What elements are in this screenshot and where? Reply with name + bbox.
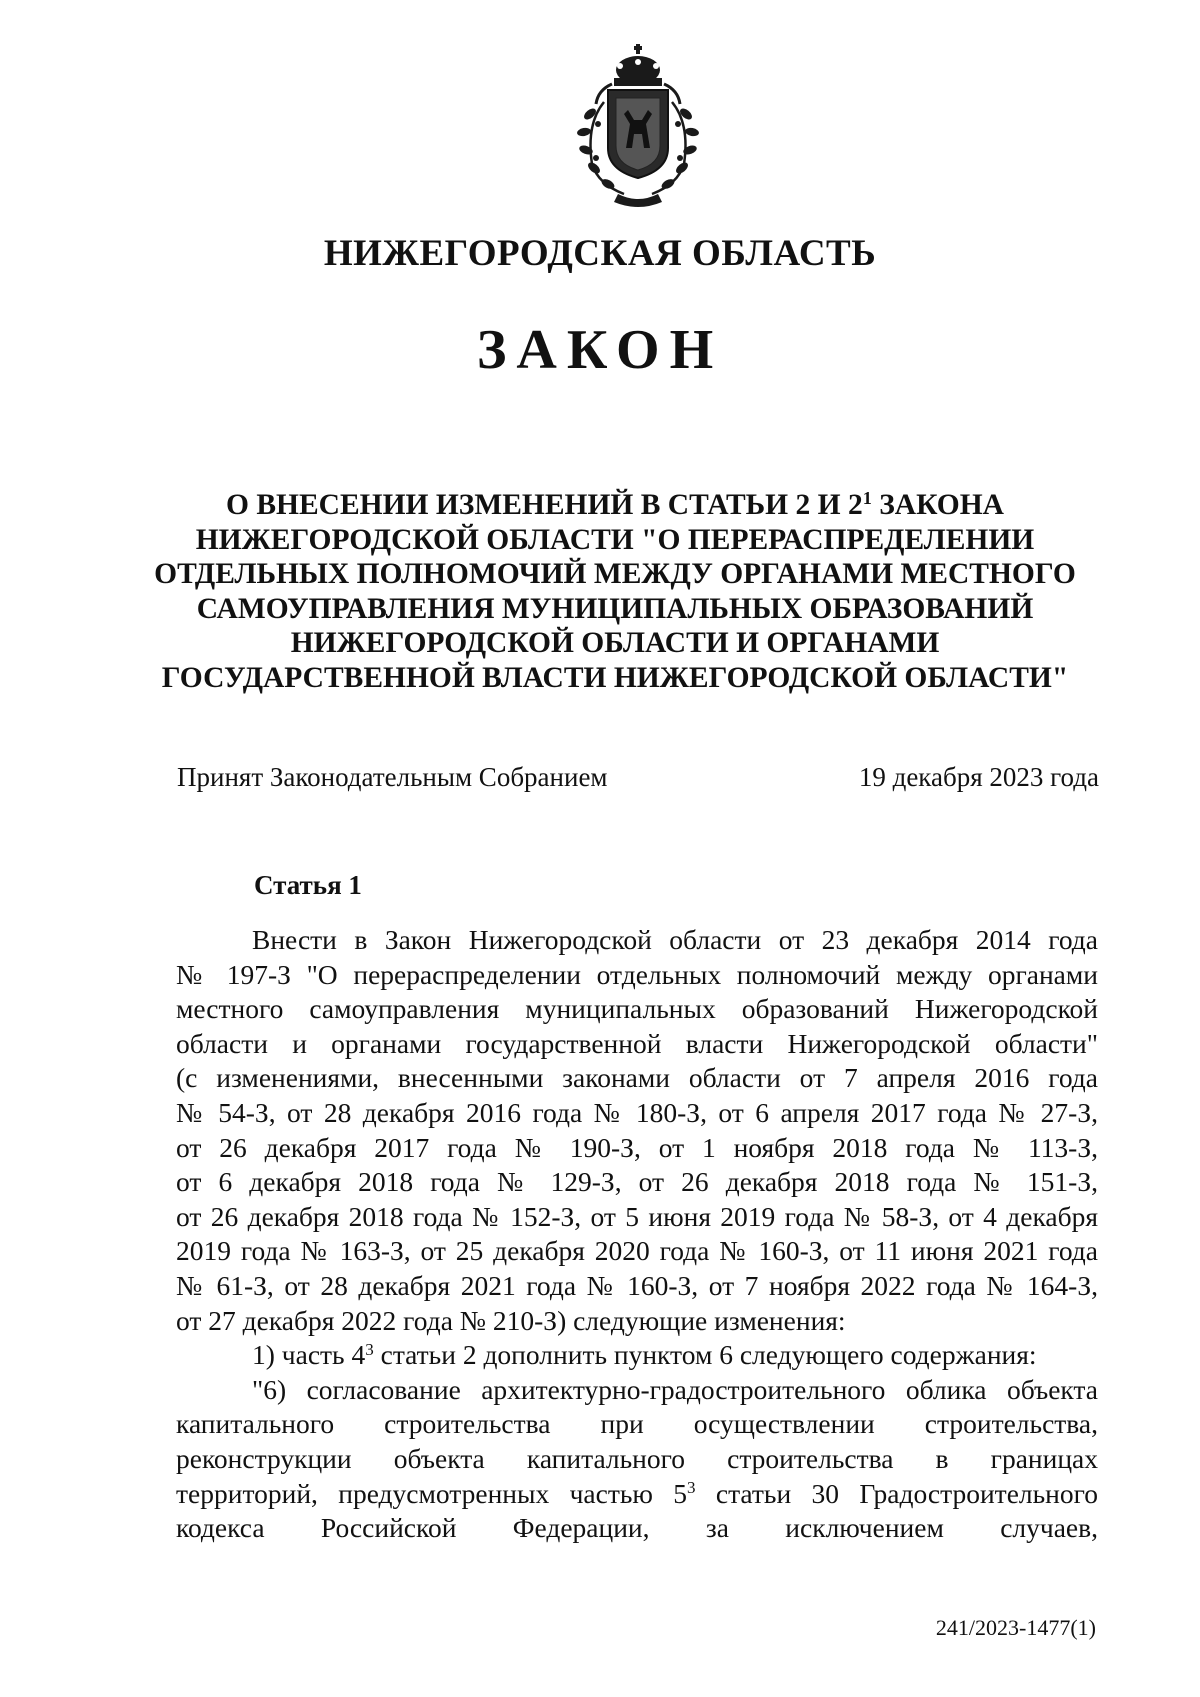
adoption-line xyxy=(177,762,1099,793)
body-line: от 6 декабря 2018 года № 129-З, от 26 декабря 2018 года № 151-З, xyxy=(176,1166,1098,1198)
body-line: № 61-З, от 28 декабря 2021 года № 160-З, от 7 ноября 2022 года № 164-З, xyxy=(176,1269,1098,1301)
title-superscript: 1 xyxy=(862,487,872,508)
body-line: от 26 декабря 2018 года № 152-З, от 5 июня 2019 года № 58-З, от 4 декабря xyxy=(176,1200,1098,1232)
item-text: 1) часть 4 xyxy=(252,1339,366,1371)
quote-text: статьи 30 Градостроительного xyxy=(695,1477,1098,1509)
law-title xyxy=(150,488,1080,695)
title-line: НИЖЕГОРОДСКОЙ ОБЛАСТИ "О ПЕРЕРАСПРЕДЕЛЕНИИ xyxy=(195,523,1035,556)
title-line: ОТДЕЛЬНЫХ ПОЛНОМОЧИЙ МЕЖДУ ОРГАНАМИ МЕСТНОГО xyxy=(154,558,1076,590)
quote-superscript: 3 xyxy=(687,1478,696,1498)
title-line xyxy=(150,488,1080,523)
adopted-by: Принят Законодательным Собранием xyxy=(177,762,608,792)
body-line xyxy=(176,1338,1098,1373)
article-body xyxy=(176,923,1098,1546)
document-type: ЗАКОН xyxy=(476,319,724,381)
title-line: САМОУПРАВЛЕНИЯ МУНИЦИПАЛЬНЫХ ОБРАЗОВАНИЙ xyxy=(196,592,1034,625)
title-line: ГОСУДАРСТВЕННОЙ ВЛАСТИ НИЖЕГОРОДСКОЙ ОБЛАСТИ" xyxy=(161,661,1069,694)
coat-of-arms-icon xyxy=(568,44,708,210)
document-code: 241/2023-1477(1) xyxy=(935,1615,1096,1640)
body-line: (с изменениями, внесенными законами области от 7 апреля 2016 года xyxy=(176,1062,1098,1094)
item-text: статьи 2 дополнить пунктом 6 следующего содержания: xyxy=(373,1339,1037,1371)
item-superscript: 3 xyxy=(365,1339,374,1359)
body-line: "6) согласование архитектурно-градостроительного облика объекта xyxy=(252,1373,1098,1405)
body-line: кодекса Российской Федерации, за исключением случаев, xyxy=(176,1512,1098,1544)
body-line: № 54-З, от 28 декабря 2016 года № 180-З, от 6 апреля 2017 года № 27-З, xyxy=(176,1096,1098,1128)
body-line: капитального строительства при осуществлении строительства, xyxy=(176,1408,1098,1440)
body-line: от 27 декабря 2022 года № 210-З) следующие изменения: xyxy=(176,1304,846,1336)
body-line: от 26 декабря 2017 года № 190-З, от 1 ноября 2018 года № 113-З, xyxy=(176,1131,1098,1163)
body-line: местного самоуправления муниципальных образований Нижегородской xyxy=(176,993,1098,1025)
adoption-date: 19 декабря 2023 года xyxy=(858,762,1099,792)
article-heading: Статья 1 xyxy=(254,870,362,900)
body-line: реконструкции объекта капитального строительства в границах xyxy=(176,1442,1098,1474)
title-text: ЗАКОНА xyxy=(871,489,1004,521)
title-text: О ВНЕСЕНИИ ИЗМЕНЕНИЙ В СТАТЬИ 2 И 2 xyxy=(226,489,863,521)
body-line: № 197-З "О перераспределении отдельных полномочий между органами xyxy=(176,958,1098,990)
quote-text: территорий, предусмотренных частью 5 xyxy=(176,1477,688,1509)
body-line: Внести в Закон Нижегородской области от 23 декабря 2014 года xyxy=(252,924,1098,955)
body-line xyxy=(176,1477,1098,1512)
region-name: НИЖЕГОРОДСКАЯ ОБЛАСТЬ xyxy=(323,233,877,274)
title-line: НИЖЕГОРОДСКОЙ ОБЛАСТИ И ОРГАНАМИ xyxy=(290,627,940,659)
body-line: 2019 года № 163-З, от 25 декабря 2020 года № 160-З, от 11 июня 2021 года xyxy=(176,1235,1098,1267)
body-line: области и органами государственной власти Нижегородской области" xyxy=(176,1027,1098,1059)
